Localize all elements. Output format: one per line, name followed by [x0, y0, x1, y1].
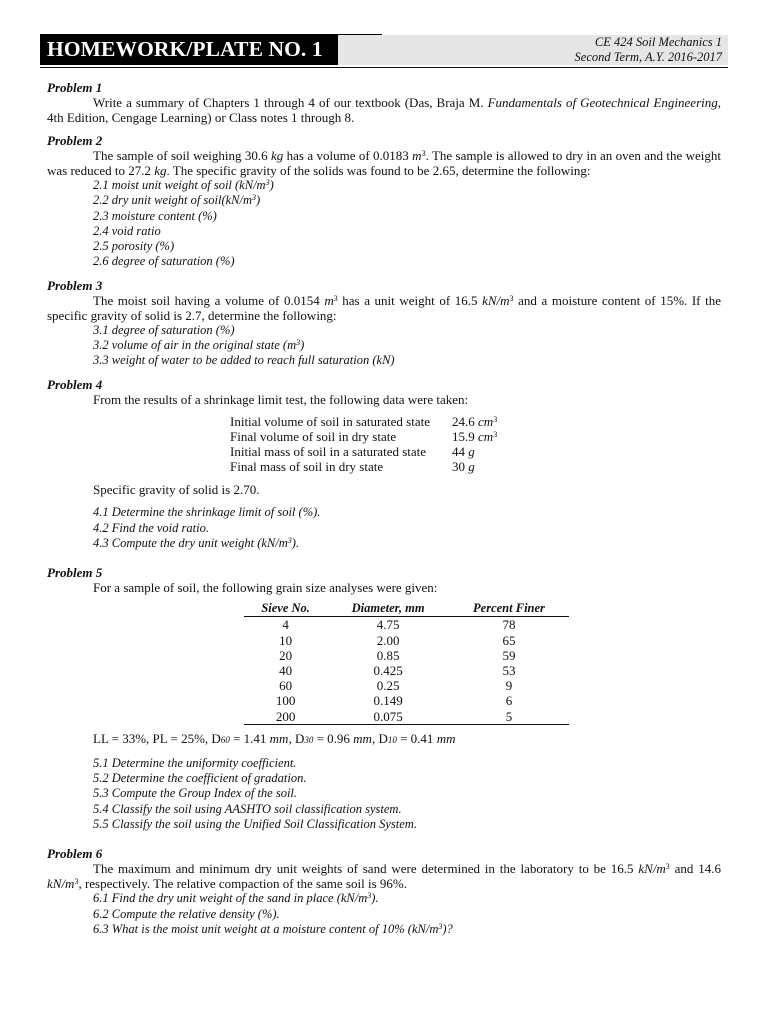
value-unit: g [468, 459, 475, 475]
item-text: 2.1 moist unit weight of soil (kN/m [93, 178, 266, 192]
problem-3-heading: Problem 3 [47, 277, 103, 293]
item-4-3 [93, 536, 721, 551]
grain-size-table [244, 601, 569, 724]
superscript: 3 [421, 149, 426, 158]
value-number: 44 [452, 444, 469, 460]
ll-text: = 0.96 [313, 730, 354, 746]
p6-t3: , respectively. The relative compaction of the same soil is 96%. [78, 876, 407, 892]
cell-sieve: 200 [244, 709, 327, 725]
item-text: )? [442, 921, 453, 936]
item-2-2 [93, 193, 721, 208]
superscript: 3 [493, 429, 498, 439]
superscript: 3 [509, 293, 514, 303]
cell-diameter: 0.85 [376, 647, 400, 663]
p2-unit-kg2: kg [154, 163, 167, 178]
cell-finer: 9 [505, 678, 513, 694]
value-number: 30 [452, 459, 469, 475]
item-text: 4.3 Compute the dry unit weight (kN/m [93, 536, 288, 551]
problem-5-intro: For a sample of soil, the following grain size analyses were given: [93, 580, 438, 596]
item-5-5: 5.5 Classify the soil using the Unified Soil Classification System. [93, 816, 417, 831]
row-label: Final volume of soil in dry state [230, 428, 397, 444]
item-6-1 [93, 891, 721, 906]
table-row [244, 663, 569, 678]
superscript: 3 [74, 877, 79, 887]
item-2-3: 2.3 moisture content (%) [93, 208, 217, 223]
row-label: Initial volume of soil in saturated state [230, 413, 431, 429]
unit-mm: mm [436, 730, 456, 746]
item-5-2: 5.2 Determine the coefficient of gradation. [93, 771, 307, 786]
problem-2-items [93, 178, 721, 270]
p1-text-a: Write a summary of Chapters 1 through 4 of our textbook (Das, Braja M. [93, 95, 488, 110]
item-text: 6.1 Find the dry unit weight of the sand in place (kN/m [93, 891, 368, 906]
item-2-4: 2.4 void ratio [93, 223, 161, 238]
item-5-4: 5.4 Classify the soil using AASHTO soil classification system. [93, 801, 402, 816]
col-diameter: Diameter, mm [327, 601, 449, 617]
table-header-row [244, 601, 569, 617]
unit-mm: mm [353, 730, 372, 746]
p2-t3: . The sample is allowed to dry in an oven and the weight was reduced to 27.2 [47, 148, 721, 178]
superscript: 3 [333, 293, 338, 303]
cell-diameter: 0.149 [373, 693, 403, 709]
problem-6-heading: Problem 6 [47, 846, 103, 862]
cell-sieve: 40 [279, 662, 293, 678]
subscript: 30 [304, 734, 314, 745]
ll-text: LL = 33%, PL = 25%, D [93, 730, 221, 746]
row-value [430, 459, 497, 474]
table-row [230, 429, 497, 444]
superscript: 3 [438, 921, 443, 931]
problem-6-text [47, 861, 721, 891]
cell-diameter: 0.25 [376, 678, 400, 694]
ll-text: = 1.41 [229, 730, 270, 746]
item-text: ). [291, 536, 300, 551]
table-row [244, 693, 569, 708]
course-term: Second Term, A.Y. 2016-2017 [574, 50, 722, 64]
item-5-3: 5.3 Compute the Group Index of the soil. [93, 786, 298, 801]
problems [47, 80, 721, 937]
p6-t1: The maximum and minimum dry unit weights of sand were determined in the laboratory to be 16.5 [93, 861, 639, 877]
cell-diameter: 4.75 [376, 617, 400, 633]
cell-finer: 53 [502, 662, 516, 678]
problem-1-heading: Problem 1 [47, 80, 103, 95]
item-text: 2.2 dry unit weight of soil(kN/m [93, 193, 253, 208]
problem-2-text [47, 148, 721, 178]
item-2-5: 2.5 porosity (%) [93, 239, 175, 254]
problem-3-items [93, 323, 721, 369]
superscript: 3 [287, 536, 292, 546]
value-unit: g [468, 444, 475, 460]
cell-sieve: 100 [275, 693, 296, 709]
superscript: 3 [265, 178, 270, 187]
superscript: 3 [252, 193, 257, 203]
course-name: CE 424 Soil Mechanics 1 [594, 35, 722, 49]
cell-sieve: 60 [279, 678, 293, 694]
value-unit: cm [478, 413, 494, 429]
row-label: Final mass of soil in dry state [230, 459, 384, 475]
row-value [430, 444, 497, 459]
p2-t4: . The specific gravity of the solids was found to be 2.65, determine the following: [166, 163, 591, 178]
item-6-2: 6.2 Compute the relative density (%). [93, 906, 280, 921]
p6-t2: and 14.6 [669, 861, 721, 877]
item-4-1: 4.1 Determine the shrinkage limit of soil (%). [93, 505, 321, 520]
ll-text: , D [288, 730, 305, 746]
cell-sieve: 10 [279, 632, 293, 648]
item-text: 6.3 What is the moist unit weight at a moisture content of 10% (kN/m [93, 921, 439, 936]
table-row [230, 444, 497, 459]
cell-sieve: 4 [282, 617, 289, 633]
p1-text-b: , 4th Edition, Cengage Learning) or Class notes 1 through 8. [47, 95, 721, 125]
superscript: 3 [665, 862, 670, 872]
p6-unit: kN/m [47, 876, 75, 892]
p3-t1: The moist soil having a volume of 0.0154 [93, 292, 325, 308]
p2-unit-m: m [412, 148, 422, 163]
row-value [430, 429, 497, 444]
table-row [244, 678, 569, 693]
problem-4-heading: Problem 4 [47, 376, 103, 392]
course-info [338, 35, 728, 65]
superscript: 3 [367, 891, 372, 901]
cell-finer: 6 [505, 693, 513, 709]
item-3-1: 3.1 degree of saturation (%) [93, 322, 235, 337]
row-label: Initial mass of soil in a saturated state [230, 444, 427, 460]
value-unit: cm [478, 428, 494, 444]
superscript: 3 [296, 338, 301, 348]
p6-unit: kN/m [638, 861, 666, 877]
table-row [230, 459, 497, 474]
cell-diameter: 0.075 [327, 709, 449, 725]
subscript: 60 [220, 734, 230, 745]
problem-4-intro: From the results of a shrinkage limit test, the following data were taken: [93, 391, 469, 407]
item-2-1 [93, 178, 721, 193]
p1-book-title: Fundamentals of Geotechnical Engineering [487, 95, 718, 110]
table-row [230, 414, 497, 429]
specific-gravity-note: Specific gravity of solid is 2.70. [93, 482, 260, 498]
col-sieve-no: Sieve No. [244, 601, 327, 617]
col-percent-finer: Percent Finer [449, 601, 569, 617]
cell-finer: 5 [449, 709, 569, 725]
p2-t1: The sample of soil weighing 30.6 [93, 148, 271, 163]
ll-text: , D [371, 730, 388, 746]
p3-t3: and a moisture content of 15%. If the specific gravity of solid is 2.7, determine the following: [47, 292, 721, 323]
p3-t2: has a unit weight of 16.5 [337, 292, 483, 308]
item-5-1: 5.1 Determine the uniformity coefficient. [93, 755, 297, 770]
problem-5-items [93, 756, 721, 832]
item-4-2: 4.2 Find the void ratio. [93, 520, 209, 535]
value-number: 15.9 [452, 428, 479, 444]
ll-text: = 0.41 [396, 730, 437, 746]
item-text: ). [371, 891, 379, 906]
value-number: 24.6 [452, 413, 479, 429]
problem-6-items [93, 891, 721, 937]
page-title: HOMEWORK/PLATE NO. 1 [40, 34, 382, 65]
p3-unit-m: m [324, 292, 334, 308]
table-row [244, 648, 569, 663]
shrinkage-data-table [230, 414, 497, 475]
cell-finer: 65 [502, 632, 516, 648]
unit-mm: mm [269, 730, 289, 746]
table-row [244, 709, 569, 725]
cell-sieve: 20 [279, 647, 293, 663]
item-3-3: 3.3 weight of water to be added to reach full saturation (kN) [93, 353, 395, 368]
table-row [244, 617, 569, 633]
subscript: 10 [387, 734, 397, 745]
item-text: 3.2 volume of air in the original state (m [93, 338, 297, 353]
item-text: ) [269, 178, 274, 192]
item-text: ) [256, 193, 261, 208]
cell-diameter: 0.425 [373, 662, 403, 678]
p2-unit-kg: kg [271, 148, 284, 163]
atterberg-limits-line [93, 731, 721, 748]
item-text: ) [300, 338, 305, 353]
superscript: 3 [493, 414, 498, 424]
cell-finer: 59 [502, 647, 516, 663]
p3-unit-knm: kN/m [482, 292, 510, 308]
cell-diameter: 2.00 [376, 632, 400, 648]
p2-t2: has a volume of 0.0183 [283, 148, 413, 163]
problem-5-heading: Problem 5 [47, 565, 103, 581]
problem-3-text [47, 293, 721, 323]
item-3-2 [93, 338, 721, 353]
table-row [244, 633, 569, 648]
row-value [430, 414, 497, 429]
header-divider [40, 67, 728, 68]
problem-2-heading: Problem 2 [47, 133, 103, 148]
item-2-6: 2.6 degree of saturation (%) [93, 254, 235, 269]
cell-finer: 78 [502, 617, 516, 633]
problem-1-text [47, 95, 721, 125]
problem-4-items [93, 505, 721, 551]
item-6-3 [93, 922, 721, 937]
